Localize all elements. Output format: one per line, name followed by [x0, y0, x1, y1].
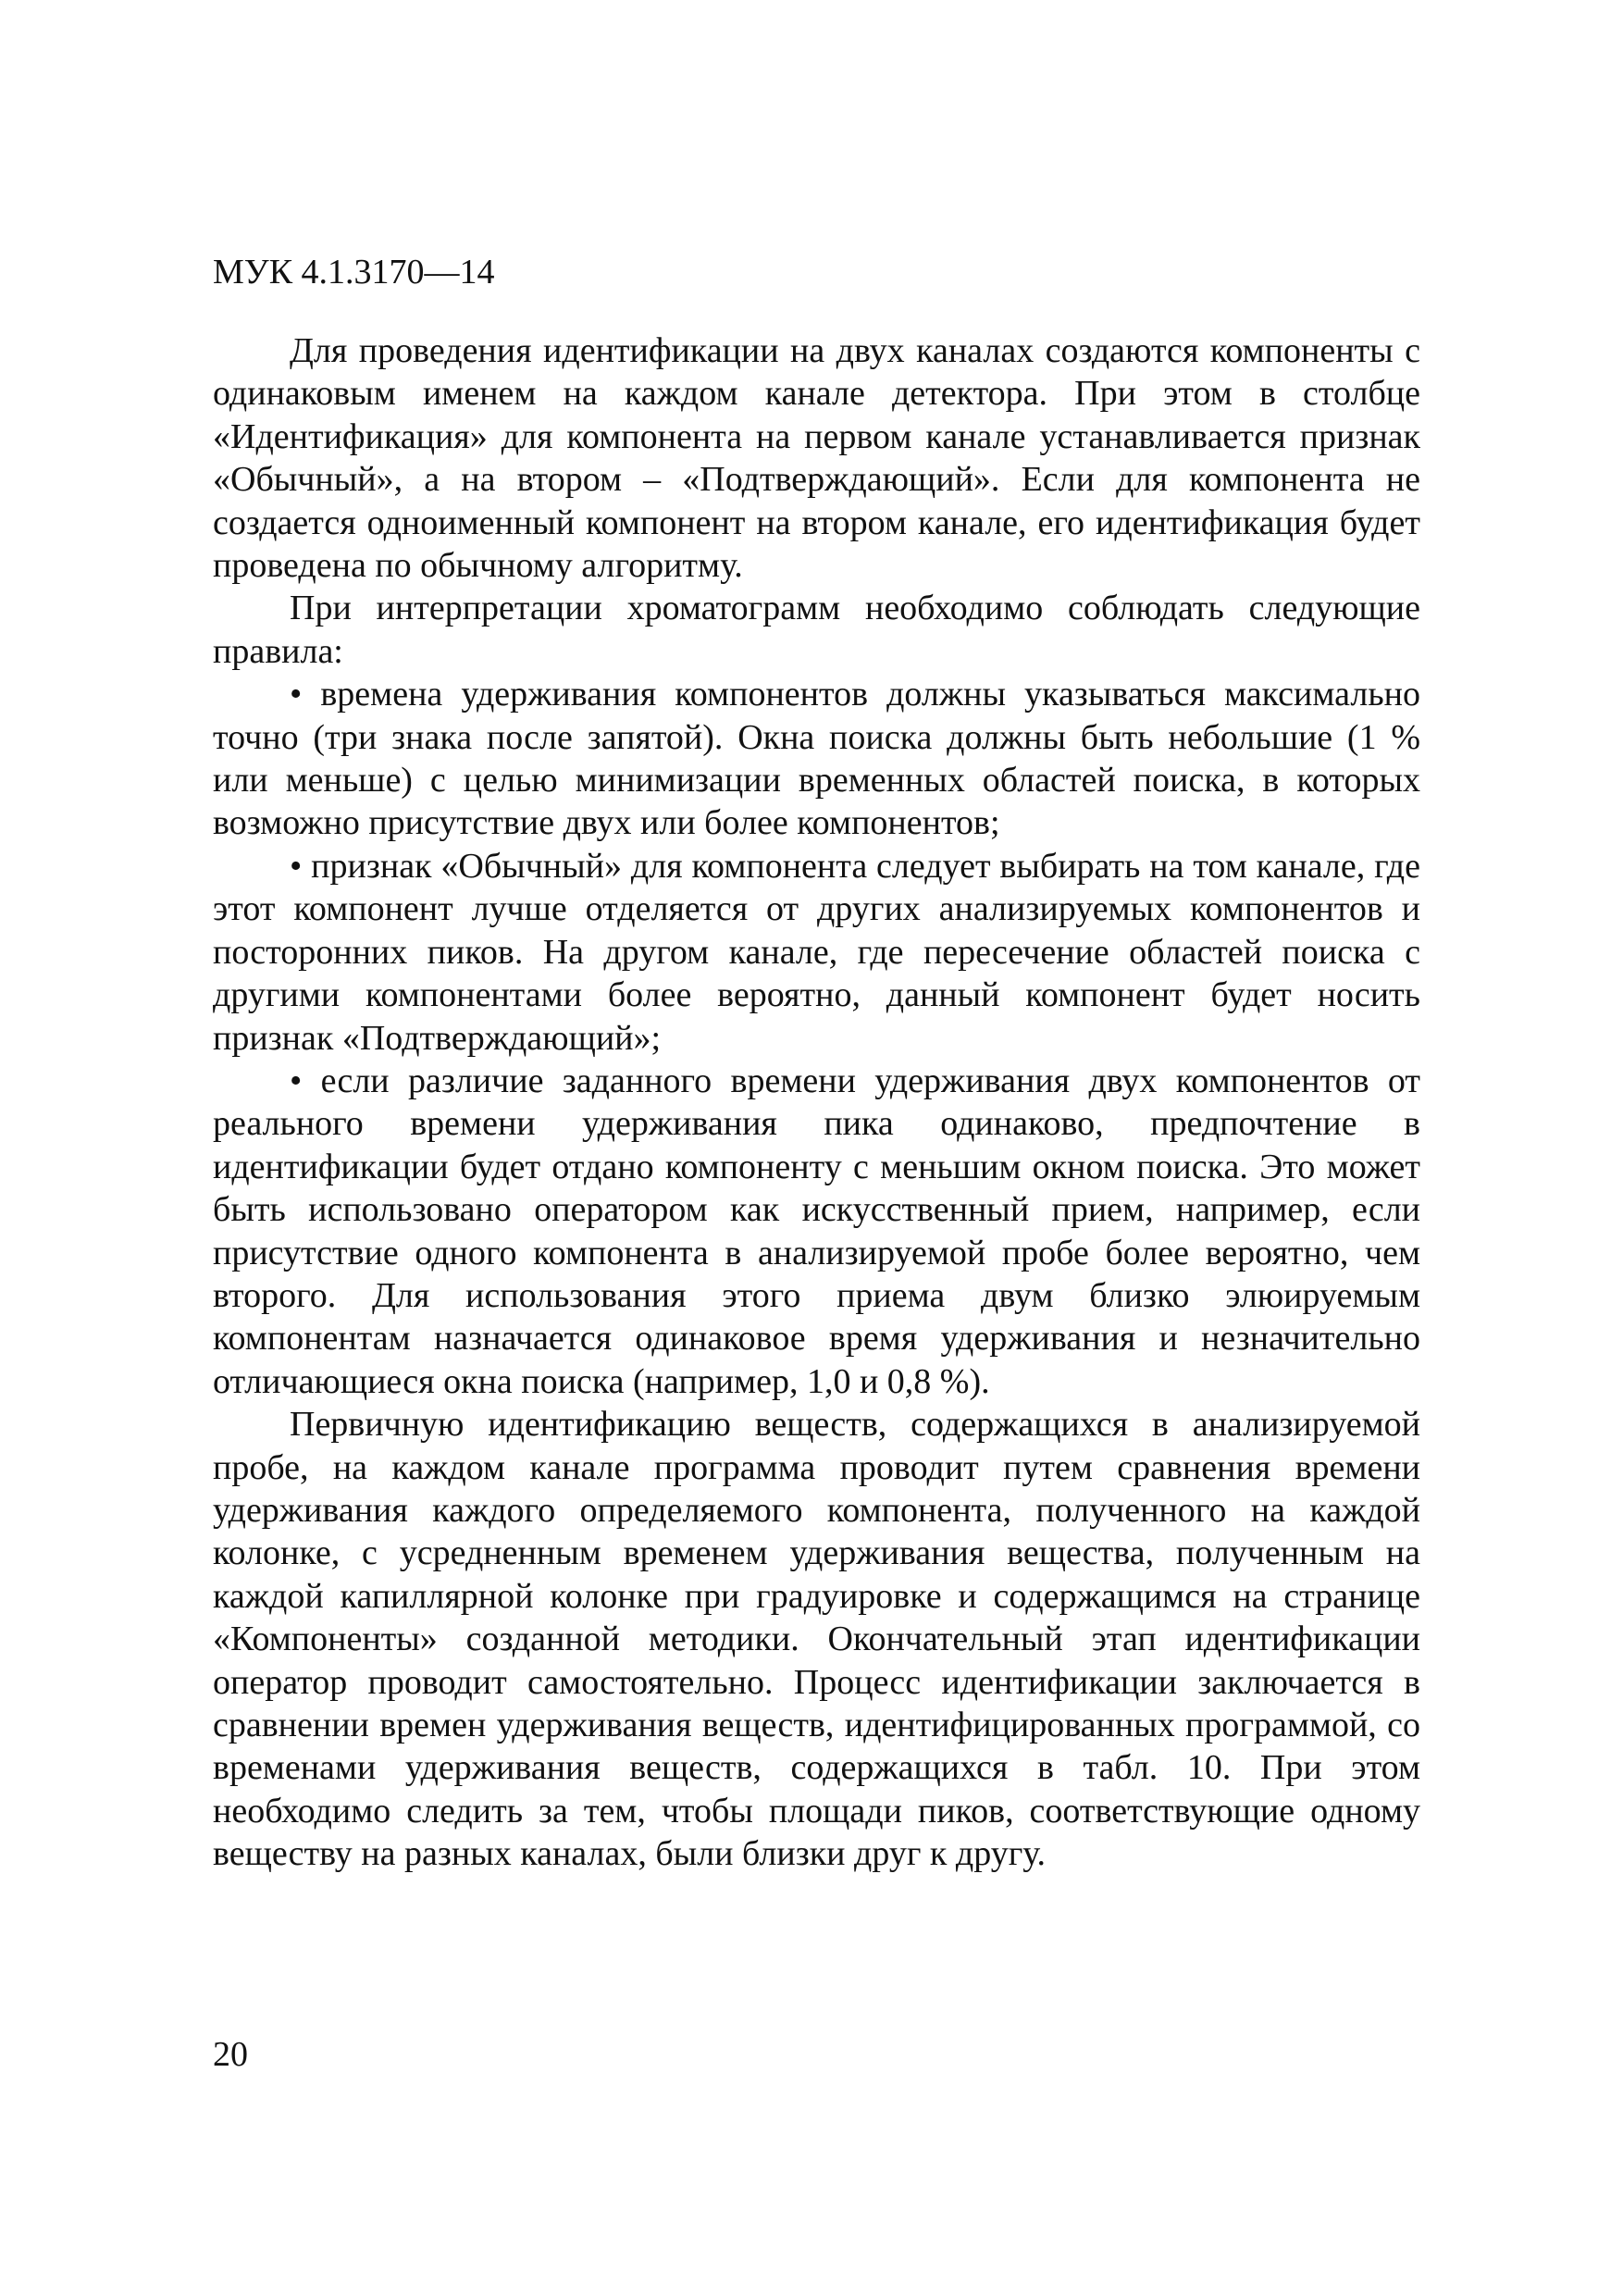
page-header-code: МУК 4.1.3170—14 — [213, 253, 495, 292]
body-text — [213, 329, 1420, 1876]
bullet-retention-times: • времена удерживания компонентов должны указываться максимально точно (три знака после запятой). Окна поиска должны быть небольшие (1 % или меньше) с целью минимизации временных областей поиска, в которых возможно присутствие двух или более компонентов; — [213, 675, 1420, 843]
page-number: 20 — [213, 2035, 248, 2074]
paragraph-rules-intro: При интерпретации хроматограмм необходимо соблюдать следующие правила: — [213, 589, 1420, 671]
bullet-ordinary-flag: • признак «Обычный» для компонента следует выбирать на том канале, где этот компонент лучше отделяется от других анализируемых компонентов и посторонних пиков. На другом канале, где пересечение областей поиска с другими компонентами более вероятно, данный компонент будет носить признак «Подтверждающий»; — [213, 846, 1420, 1058]
paragraph-two-channel-identification: Для проведения идентификации на двух каналах создаются компоненты с одинаковым именем на каждом канале детектора. При этом в столбце «Идентификация» для компонента на первом канале устанавливается признак «Обычный», а на втором – «Подтверждающий». Если для компонента не создается одноименный компонент на втором канале, его идентификация будет проведена по обычному алгоритму. — [213, 331, 1420, 586]
paragraph-primary-identification: Первичную идентификацию веществ, содержащихся в анализируемой пробе, на каждом канале программа проводит путем сравнения времени удерживания каждого определяемого компонента, полученного на каждой колонке, с усредненным временем удерживания вещества, полученным на каждой капиллярной колонке при градуировке и содержащимся на странице «Компоненты» созданной методики. Окончательный этап идентификации оператор проводит самостоятельно. Процесс идентификации заключается в сравнении времен удерживания веществ, идентифицированных программой, со временами удерживания веществ, содержащихся в табл. 10. При этом необходимо следить за тем, чтобы площади пиков, соответствующие одному веществу на разных каналах, были близки друг к другу. — [213, 1405, 1420, 1874]
bullet-search-window: • если различие заданного времени удерживания двух компонентов от реального времени удерживания пика одинаково, предпочтение в идентификации будет отдано компоненту с меньшим окном поиска. Это может быть использовано оператором как искусственный прием, например, если присутствие одного компонента в анализируемой пробе более вероятно, чем второго. Для использования этого приема двум близко элюируемым компонентам назначается одинаковое время удерживания и незначительно отличающиеся окна поиска (например, 1,0 и 0,8 %). — [213, 1061, 1420, 1401]
